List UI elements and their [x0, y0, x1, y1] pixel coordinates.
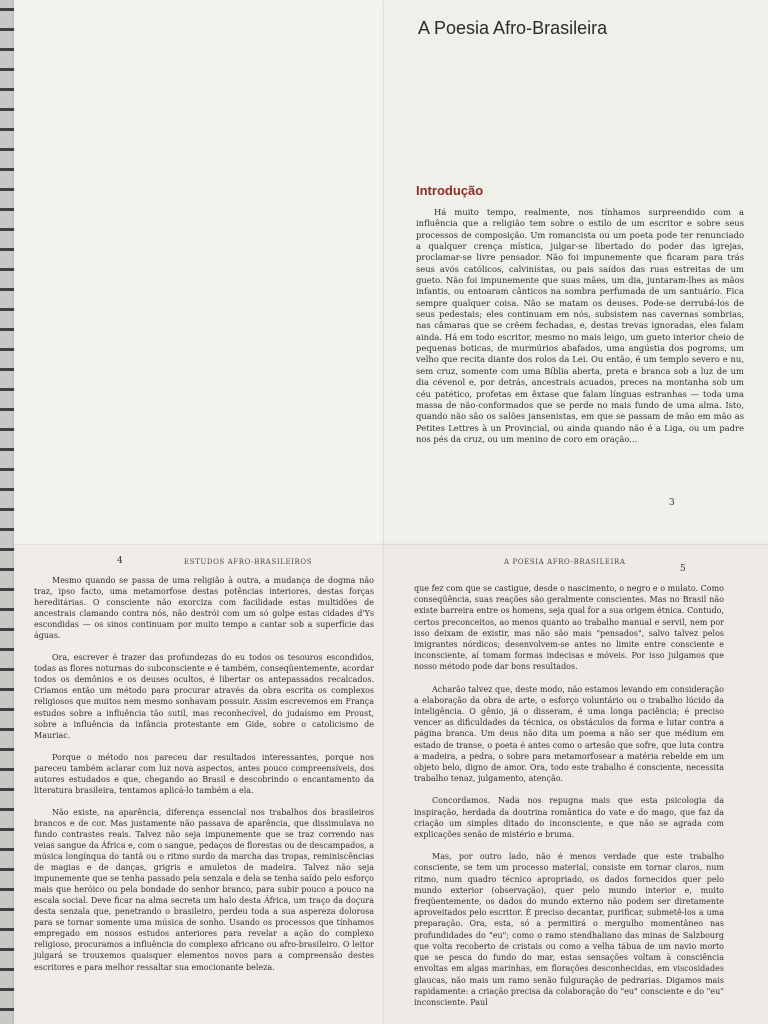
paragraph: Porque o método nos pareceu dar resultados interessantes, porque nos pareceu também aclarar com luz nova aspectos, antes pouco compreensíveis, dos autores estudados e que, chegando ao Brasil e descobrindo o encantamento da literatura brasileira, tentamos aplicá-lo também a ela. [34, 752, 374, 795]
paragraph: Ora, escrever é trazer das profundezas do eu todos os tesouros escondidos, todas as flores noturnas do subconsciente e é também, conseqüentemente, acordar todos os demônios e os deuses ocultos, é libertar os antepassados recalcados. Criamos então um método para procurar através da obra escrita os complexos religiosos que muitos nem mesmo sonhavam possuir. Assim escrevemos em França estudos sobre a influência tão sutil, mas reconhecível, do judaísmo em Proust, sobre a influência da infância protestante em Gide, sobre o catolicismo de Mauriac. [34, 653, 374, 740]
page-3 [384, 0, 768, 545]
paragraph: Concordamos. Nada nos repugna mais que esta psicologia da inspiração, herdada da doutrina romântica do vate e do mago, que faz da criação um simples ditado do inconsciente, e que não se agrada com explicações senão de mistério e bruma. [414, 796, 724, 840]
page-4 [14, 545, 384, 1024]
section-heading: Introdução [416, 183, 484, 198]
paragraph: Mesmo quando se passa de uma religião à outra, a mudança de dogma não traz, ipso facto, uma metamorfose destas potências interiores, destas forças hereditárias. O consciente não exorciza com facilidade estas multidões de ancestrais clamando contra nós, não destrói com um só golpe estas cidades d'Ys escondidas — os sinos continuam por muito tempo a cantar sob a superfície das águas. [34, 576, 374, 641]
body-text [414, 583, 724, 1008]
running-header: A POESIA AFRO-BRASILEIRA [504, 558, 626, 566]
page-number: 5 [680, 564, 686, 574]
spiral-binding [0, 0, 14, 1024]
blank-page [14, 0, 384, 545]
running-header: ESTUDOS AFRO-BRASILEIROS [184, 558, 313, 566]
paragraph: Há muito tempo, realmente, nos tínhamos surpreendido com a influência que a religião tem sobre o estilo de um escritor e sobre seus processos de composição. Um romancista ou um poeta pode ter renunciado a qualquer crença mística, julgar-se libertado do poder das igrejas, proclamar-se livre pensador. Não foi impunemente que ficaram para trás seus avós católicos, calvinistas, ou pais saídos das ruas estreitas de um gueto. Não foi impunemente que suas mães, um dia, juntaram-lhes as mãos infantis, ou entoaram cânticos na sombra perfumada de um santuário. Fica sempre qualquer coisa. Não se matam os deuses. Pode-se derrubá-los de seus pedestais; eles continuam em nós, subsistem nas cavernas sombrias, nas câmaras que se crêem fechadas, e, destas trevas ignoradas, eles falam ainda. Há em todo escritor, mesmo no mais leigo, um gueto interior cheio de pequenas boticas, de murmúrios abafados, uma angústia dos pogroms, um velho que recita diante dos rolos da Lei. Ou então, é um templo severo e nu, sem cruz, somente com uma Bíblia aberta, preta e branca sob a luz de um dia cévenol e, por detrás, ancestrais acuados, preces na montanha sob um céu patético, profetas em êxtase que falam línguas estranhas — toda uma massa de não-conformados que se perde no mais fundo de uma alma. Isto, quando não são os salões jansenistas, em que se passam de mão em mão as Petites Lettres à un Provincial, ou ainda quando não é a Liga, ou um padre nos pés da cruz, ou um menino de coro em oração... [416, 207, 744, 444]
body-text [34, 575, 374, 973]
paragraph: Não existe, na aparência, diferença essencial nos trabalhos dos brasileiros brancos e de cor. Mas justamente não passava de aparência, que dissimulava no fundo contrastes reais. Talvez não seja impunemente que se traz correndo nas veias sangue da África e, com o sangue, pedaços de florestas ou de descampados, a música longínqua do tantã ou o ritmo surdo da marcha das tropas, reminiscências de magias e de danças, grigris e amuletos de madeira. Talvez não seja impunemente que se tenha passado pela senzala e dela se tenha saído pelo esforço mais que heróico ou pela bondade do senhor branco, para subir pouco a pouco na escala social. Deve ficar na alma secreta um halo desta África, um traço da doçura desta senzala que, penetrando o brasileiro, perdeu toda a sua aspereza dolorosa para se tornar somente uma música de sonho. Usando os processos que tínhamos empregado em nossos estudos anteriores para revelar a ação do complexo religioso, procuramos a influência do complexo africano ou afro-brasileiro. O leitor julgará se trouxemos quaisquer elementos novos para a compreensão destes escritores e para melhor ressaltar sua emocionante beleza. [34, 807, 374, 972]
chapter-title: A Poesia Afro-Brasileira [418, 18, 608, 38]
page-number: 3 [669, 498, 675, 508]
page-number: 4 [117, 556, 123, 566]
paragraph: Mas, por outro lado, não é menos verdade que este trabalho consciente, se tem um processo material, consiste em tornar claros, num ritmo, num quadro técnico apropriado, os dados fornecidos quer pelo mundo exterior (observação), quer pelo mundo interior e, muito freqüentemente, os dados do mundo externo não podem ser diretamente aproveitados pelo escritor. É preciso decantar, purificar, submetê-los a uma preparação. Ora, esta, só a permitirá o mergulho momentâneo nas profundidades do "eu"; como o ramo stendhaliano das minas de Salzbourg que volta recoberto de cristais ou como a velha tábua de um navio morto que se pesca do fundo do mar, estas sensações voltam à consciência envoltas em algas marinhas, em florações desconhecidas, em viscosidades glaucas, não mais um ramo senão fulguração de pedrarias. Digamos mais rapidamente: a criação precisa da colaboração do "eu" consciente e do "eu" inconsciente. Paul [414, 852, 724, 1007]
page-5 [384, 545, 768, 1024]
paragraph: Acharão talvez que, deste modo, não estamos levando em consideração a elaboração da obra de arte, o esforço voluntário ou o trabalho lúcido da inteligência. O gênio, já o disseram, é uma longa paciência; é preciso vencer as dificuldades da técnica, os obstáculos da forma e lutar contra a página branca. Um deus não dita um poema a não ser que médium em estado de transe, o poeta é antes como o artesão que sofre, que luta contra a madeira, a pedra, o sobre para metamorfosear a matéria rebelde em um objeto belo, digno de amor. Ora, todo este trabalho é consciente, necessita trabalho tenaz, julgamento, atenção. [414, 684, 724, 784]
intro-text [416, 207, 744, 445]
paragraph: que fez com que se castigue, desde o nascimento, o negro e o mulato. Como conseqüência, suas reações são geralmente conscientes. Mas no Brasil não existe barreira entre os homens, seja qual for a sua origem étnica. Contudo, certos preconceitos, ao menos quanto ao trabalho manual e servil, nem por isso deixam de existir, mas não são mais "pensados", salvo talvez pelos imigrantes nórdicos; desenvolvem-se antes no limite entre consciente e inconsciente, aí tomam formas indecisas e móveis. Por isso julgamos que nosso método pode dar bons resultados. [414, 584, 724, 672]
